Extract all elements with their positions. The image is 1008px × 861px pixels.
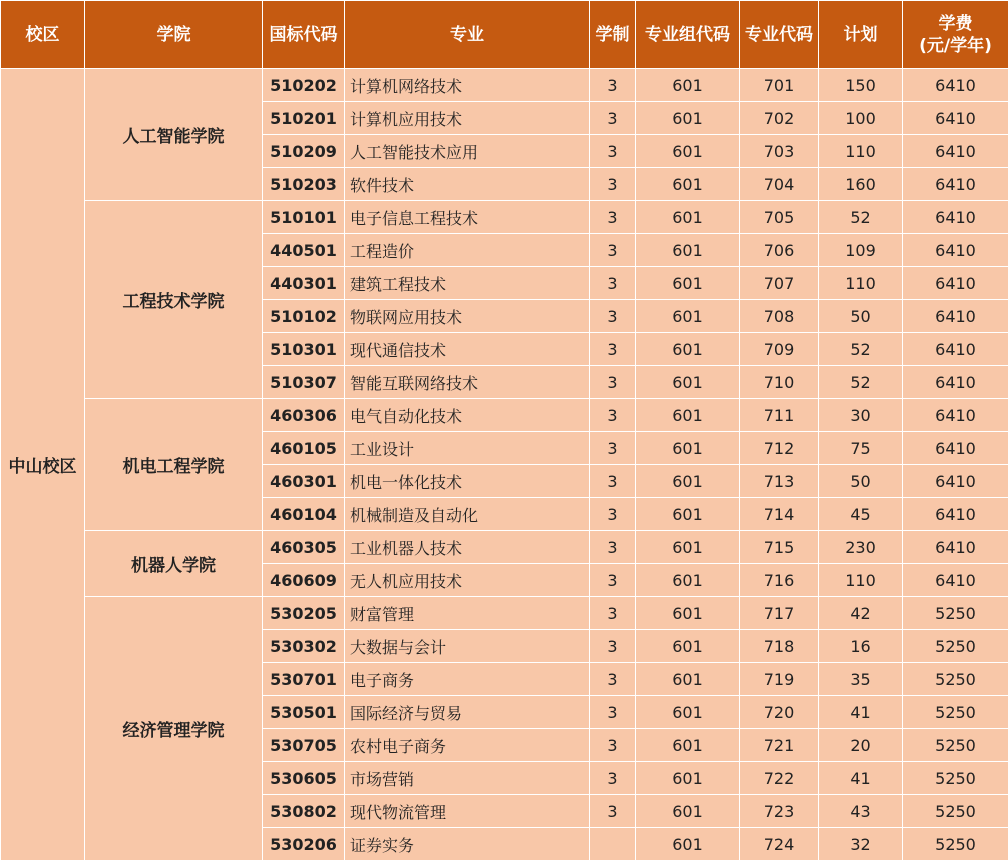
fee-cell: 6410 — [903, 168, 1008, 201]
fee-cell: 5250 — [903, 696, 1008, 729]
plan-cell: 43 — [819, 795, 903, 828]
gb-code-cell: 510203 — [263, 168, 345, 201]
fee-cell: 6410 — [903, 498, 1008, 531]
header-campus: 校区 — [1, 1, 85, 69]
duration-cell: 3 — [590, 69, 636, 102]
table-row — [1, 597, 1008, 630]
table-row — [1, 399, 1008, 432]
major-cell: 物联网应用技术 — [345, 300, 590, 333]
header-duration: 学制 — [590, 1, 636, 69]
gb-code-cell: 460104 — [263, 498, 345, 531]
major-code-cell: 723 — [740, 795, 819, 828]
fee-cell: 5250 — [903, 795, 1008, 828]
major-cell: 农村电子商务 — [345, 729, 590, 762]
duration-cell: 3 — [590, 729, 636, 762]
plan-cell: 16 — [819, 630, 903, 663]
fee-cell: 6410 — [903, 69, 1008, 102]
major-code-cell: 715 — [740, 531, 819, 564]
header-fee-line2: (元/学年) — [903, 35, 1008, 57]
fee-cell: 6410 — [903, 201, 1008, 234]
group-code-cell: 601 — [636, 498, 740, 531]
major-cell: 无人机应用技术 — [345, 564, 590, 597]
campus-cell: 中山校区 — [1, 69, 85, 861]
gb-code-cell: 530605 — [263, 762, 345, 795]
duration-cell: 3 — [590, 201, 636, 234]
duration-cell: 3 — [590, 234, 636, 267]
major-code-cell: 701 — [740, 69, 819, 102]
major-cell: 计算机应用技术 — [345, 102, 590, 135]
group-code-cell: 601 — [636, 762, 740, 795]
college-cell: 机器人学院 — [85, 531, 263, 597]
group-code-cell: 601 — [636, 828, 740, 861]
major-cell: 证券实务 — [345, 828, 590, 861]
major-cell: 电子商务 — [345, 663, 590, 696]
duration-cell: 3 — [590, 366, 636, 399]
major-code-cell: 704 — [740, 168, 819, 201]
gb-code-cell: 460301 — [263, 465, 345, 498]
major-cell: 国际经济与贸易 — [345, 696, 590, 729]
college-cell: 机电工程学院 — [85, 399, 263, 531]
gb-code-cell: 460105 — [263, 432, 345, 465]
gb-code-cell: 510307 — [263, 366, 345, 399]
gb-code-cell: 530802 — [263, 795, 345, 828]
gb-code-cell: 530501 — [263, 696, 345, 729]
gb-code-cell: 510202 — [263, 69, 345, 102]
major-cell: 建筑工程技术 — [345, 267, 590, 300]
major-code-cell: 716 — [740, 564, 819, 597]
major-cell: 智能互联网络技术 — [345, 366, 590, 399]
plan-cell: 45 — [819, 498, 903, 531]
plan-cell: 41 — [819, 696, 903, 729]
gb-code-cell: 530302 — [263, 630, 345, 663]
fee-cell: 6410 — [903, 564, 1008, 597]
header-fee — [903, 1, 1008, 69]
header-college: 学院 — [85, 1, 263, 69]
major-cell: 工业设计 — [345, 432, 590, 465]
plan-cell: 32 — [819, 828, 903, 861]
major-code-cell: 720 — [740, 696, 819, 729]
duration-cell: 3 — [590, 333, 636, 366]
plan-cell: 41 — [819, 762, 903, 795]
fee-cell: 6410 — [903, 531, 1008, 564]
gb-code-cell: 440501 — [263, 234, 345, 267]
fee-cell: 6410 — [903, 465, 1008, 498]
major-cell: 工程造价 — [345, 234, 590, 267]
fee-cell: 6410 — [903, 432, 1008, 465]
fee-cell: 6410 — [903, 267, 1008, 300]
major-code-cell: 718 — [740, 630, 819, 663]
major-cell: 机电一体化技术 — [345, 465, 590, 498]
plan-cell: 110 — [819, 135, 903, 168]
header-plan: 计划 — [819, 1, 903, 69]
plan-cell: 75 — [819, 432, 903, 465]
duration-cell — [590, 828, 636, 861]
duration-cell: 3 — [590, 102, 636, 135]
group-code-cell: 601 — [636, 696, 740, 729]
group-code-cell: 601 — [636, 234, 740, 267]
fee-cell: 5250 — [903, 828, 1008, 861]
gb-code-cell: 530205 — [263, 597, 345, 630]
major-code-cell: 703 — [740, 135, 819, 168]
major-code-cell: 713 — [740, 465, 819, 498]
group-code-cell: 601 — [636, 69, 740, 102]
fee-cell: 5250 — [903, 762, 1008, 795]
major-code-cell: 714 — [740, 498, 819, 531]
major-code-cell: 707 — [740, 267, 819, 300]
major-cell: 电子信息工程技术 — [345, 201, 590, 234]
plan-cell: 35 — [819, 663, 903, 696]
major-code-cell: 705 — [740, 201, 819, 234]
gb-code-cell: 510201 — [263, 102, 345, 135]
group-code-cell: 601 — [636, 267, 740, 300]
gb-code-cell: 530701 — [263, 663, 345, 696]
duration-cell: 3 — [590, 531, 636, 564]
gb-code-cell: 460609 — [263, 564, 345, 597]
group-code-cell: 601 — [636, 366, 740, 399]
college-cell: 经济管理学院 — [85, 597, 263, 861]
group-code-cell: 601 — [636, 531, 740, 564]
plan-cell: 52 — [819, 333, 903, 366]
plan-cell: 110 — [819, 267, 903, 300]
major-cell: 人工智能技术应用 — [345, 135, 590, 168]
major-code-cell: 717 — [740, 597, 819, 630]
table-row — [1, 531, 1008, 564]
major-code-cell: 709 — [740, 333, 819, 366]
fee-cell: 6410 — [903, 333, 1008, 366]
plan-cell: 42 — [819, 597, 903, 630]
major-cell: 现代物流管理 — [345, 795, 590, 828]
header-row — [1, 1, 1008, 69]
duration-cell: 3 — [590, 465, 636, 498]
major-code-cell: 711 — [740, 399, 819, 432]
group-code-cell: 601 — [636, 795, 740, 828]
major-code-cell: 702 — [740, 102, 819, 135]
plan-cell: 20 — [819, 729, 903, 762]
college-cell: 工程技术学院 — [85, 201, 263, 399]
plan-cell: 230 — [819, 531, 903, 564]
fee-cell: 5250 — [903, 663, 1008, 696]
plan-cell: 52 — [819, 201, 903, 234]
fee-cell: 6410 — [903, 135, 1008, 168]
duration-cell: 3 — [590, 267, 636, 300]
fee-cell: 5250 — [903, 630, 1008, 663]
fee-cell: 5250 — [903, 729, 1008, 762]
group-code-cell: 601 — [636, 630, 740, 663]
major-cell: 机械制造及自动化 — [345, 498, 590, 531]
duration-cell: 3 — [590, 432, 636, 465]
header-major: 专业 — [345, 1, 590, 69]
gb-code-cell: 440301 — [263, 267, 345, 300]
duration-cell: 3 — [590, 696, 636, 729]
major-cell: 工业机器人技术 — [345, 531, 590, 564]
plan-cell: 30 — [819, 399, 903, 432]
group-code-cell: 601 — [636, 465, 740, 498]
plan-cell: 150 — [819, 69, 903, 102]
header-major-code: 专业代码 — [740, 1, 819, 69]
group-code-cell: 601 — [636, 597, 740, 630]
group-code-cell: 601 — [636, 201, 740, 234]
major-code-cell: 722 — [740, 762, 819, 795]
gb-code-cell: 460306 — [263, 399, 345, 432]
header-group-code: 专业组代码 — [636, 1, 740, 69]
gb-code-cell: 510209 — [263, 135, 345, 168]
major-cell: 大数据与会计 — [345, 630, 590, 663]
gb-code-cell: 510102 — [263, 300, 345, 333]
duration-cell: 3 — [590, 762, 636, 795]
duration-cell: 3 — [590, 663, 636, 696]
gb-code-cell: 460305 — [263, 531, 345, 564]
plan-cell: 109 — [819, 234, 903, 267]
major-cell: 软件技术 — [345, 168, 590, 201]
major-code-cell: 706 — [740, 234, 819, 267]
major-code-cell: 724 — [740, 828, 819, 861]
plan-cell: 160 — [819, 168, 903, 201]
group-code-cell: 601 — [636, 333, 740, 366]
fee-cell: 6410 — [903, 366, 1008, 399]
fee-cell: 6410 — [903, 234, 1008, 267]
major-code-cell: 710 — [740, 366, 819, 399]
major-code-cell: 719 — [740, 663, 819, 696]
duration-cell: 3 — [590, 630, 636, 663]
group-code-cell: 601 — [636, 300, 740, 333]
gb-code-cell: 510301 — [263, 333, 345, 366]
fee-cell: 5250 — [903, 597, 1008, 630]
duration-cell: 3 — [590, 795, 636, 828]
group-code-cell: 601 — [636, 102, 740, 135]
plan-cell: 100 — [819, 102, 903, 135]
duration-cell: 3 — [590, 597, 636, 630]
major-cell: 电气自动化技术 — [345, 399, 590, 432]
gb-code-cell: 530705 — [263, 729, 345, 762]
header-gb-code: 国标代码 — [263, 1, 345, 69]
group-code-cell: 601 — [636, 432, 740, 465]
plan-cell: 50 — [819, 300, 903, 333]
fee-cell: 6410 — [903, 102, 1008, 135]
college-cell: 人工智能学院 — [85, 69, 263, 201]
table-body — [1, 69, 1008, 861]
table-row — [1, 69, 1008, 102]
header-fee-line1: 学费 — [903, 13, 1008, 35]
plan-cell: 52 — [819, 366, 903, 399]
major-code-cell: 712 — [740, 432, 819, 465]
table-row — [1, 201, 1008, 234]
major-code-cell: 721 — [740, 729, 819, 762]
fee-cell: 6410 — [903, 300, 1008, 333]
duration-cell: 3 — [590, 300, 636, 333]
major-cell: 现代通信技术 — [345, 333, 590, 366]
duration-cell: 3 — [590, 498, 636, 531]
group-code-cell: 601 — [636, 663, 740, 696]
major-cell: 市场营销 — [345, 762, 590, 795]
group-code-cell: 601 — [636, 729, 740, 762]
duration-cell: 3 — [590, 564, 636, 597]
major-cell: 计算机网络技术 — [345, 69, 590, 102]
gb-code-cell: 510101 — [263, 201, 345, 234]
major-cell: 财富管理 — [345, 597, 590, 630]
group-code-cell: 601 — [636, 564, 740, 597]
duration-cell: 3 — [590, 399, 636, 432]
fee-cell: 6410 — [903, 399, 1008, 432]
plan-cell: 110 — [819, 564, 903, 597]
gb-code-cell: 530206 — [263, 828, 345, 861]
major-code-cell: 708 — [740, 300, 819, 333]
group-code-cell: 601 — [636, 399, 740, 432]
plan-cell: 50 — [819, 465, 903, 498]
duration-cell: 3 — [590, 168, 636, 201]
group-code-cell: 601 — [636, 135, 740, 168]
group-code-cell: 601 — [636, 168, 740, 201]
duration-cell: 3 — [590, 135, 636, 168]
